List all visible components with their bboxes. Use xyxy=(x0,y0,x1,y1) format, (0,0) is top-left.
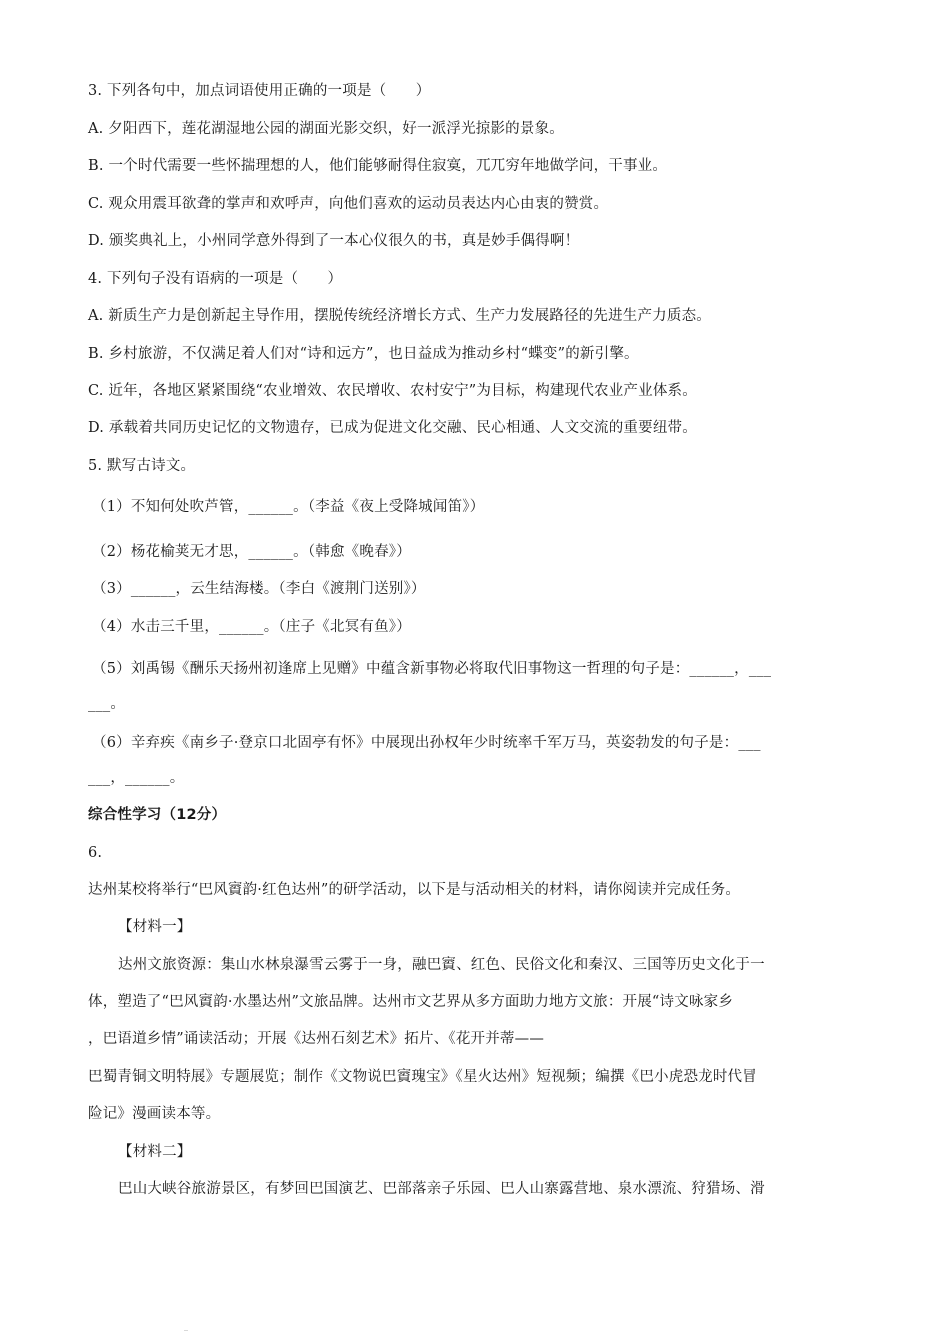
q4-stem: 4. 下列句子没有语病的一项是（ ） xyxy=(88,271,343,287)
q4-option-c: C. 近年，各地区紧紧围绕“农业增效、农民增收、农村安宁”为目标，构建现代农业产业体系。 xyxy=(88,383,697,399)
footer-mark xyxy=(184,1330,188,1331)
q6-intro: 达州某校将举行“巴风賨韵·红色达州”的研学活动，以下是与活动相关的材料，请你阅读并完成任务。 xyxy=(88,882,741,898)
material1-title: 【材料一】 xyxy=(118,919,192,935)
q5-item-4: （4）水击三千里，______。（庄子《北冥有鱼》） xyxy=(92,619,411,635)
q3-option-c: C. 观众用震耳欲聋的掌声和欢呼声，向他们喜欢的运动员表达内心由衷的赞赏。 xyxy=(88,196,609,212)
q3-option-d: D. 颁奖典礼上，小州同学意外得到了一本心仪很久的书，真是妙手偶得啊！ xyxy=(88,233,580,249)
material2-line-1: 巴山大峡谷旅游景区，有梦回巴国演艺、巴部落亲子乐园、巴人山寨露营地、泉水漂流、狩猎场、滑 xyxy=(118,1181,765,1197)
material2-title: 【材料二】 xyxy=(118,1144,192,1160)
q5-stem: 5. 默写古诗文。 xyxy=(88,458,196,474)
q5-item-5: （5）刘禹锡《酬乐天扬州初逢席上见赠》中蕴含新事物必将取代旧事物这一哲理的句子是：______，___ xyxy=(92,661,772,677)
material1-line-5: 险记》漫画读本等。 xyxy=(88,1106,221,1122)
q3-option-b: B. 一个时代需要一些怀揣理想的人，他们能够耐得住寂寞，兀兀穷年地做学问，干事业。 xyxy=(88,158,668,174)
q5-item-6: （6）辛弃疾《南乡子·登京口北固亭有怀》中展现出孙权年少时统率千军万马，英姿勃发的句子是：___ xyxy=(92,735,761,751)
q4-option-d: D. 承载着共同历史记忆的文物遗存，已成为促进文化交融、民心相通、人文交流的重要纽带。 xyxy=(88,420,697,436)
section-heading: 综合性学习（12分） xyxy=(88,807,227,823)
material1-line-1: 达州文旅资源：集山水林泉瀑雪云雾于一身，融巴賨、红色、民俗文化和秦汉、三国等历史文化于一 xyxy=(118,957,765,973)
q5-item-3: （3）______，云生结海楼。（李白《渡荆门送别》） xyxy=(92,581,426,597)
material1-line-3: ，巴语道乡情”诵读活动；开展《达州石刻艺术》拓片、《花开并蒂—— xyxy=(88,1031,545,1047)
material1-line-4: 巴蜀青铜文明特展》专题展览；制作《文物说巴賨瑰宝》《星火达州》短视频；编撰《巴小虎恐龙时代冒 xyxy=(88,1069,757,1085)
q3-stem: 3. 下列各句中，加点词语使用正确的一项是（ ） xyxy=(88,83,431,99)
q5-item-1: （1）不知何处吹芦管，______。（李益《夜上受降城闻笛》） xyxy=(92,499,485,515)
q5-item-6-cont: ___，______。 xyxy=(88,770,185,786)
q3-option-a: A. 夕阳西下，莲花湖湿地公园的湖面光影交织，好一派浮光掠影的景象。 xyxy=(88,121,564,137)
q6-number: 6. xyxy=(88,845,103,861)
q5-item-5-cont: ___。 xyxy=(88,696,126,712)
material1-line-2: 体，塑造了“巴风賨韵·水墨达州”文旅品牌。达州市文艺界从多方面助力地方文旅：开展“诗文咏家乡 xyxy=(88,994,734,1010)
q4-option-b: B. 乡村旅游，不仅满足着人们对“诗和远方”，也日益成为推动乡村“蝶变”的新引擎。 xyxy=(88,346,639,362)
q5-item-2: （2）杨花榆荚无才思，______。（韩愈《晚春》） xyxy=(92,544,411,560)
q4-option-a: A. 新质生产力是创新起主导作用，摆脱传统经济增长方式、生产力发展路径的先进生产力质态。 xyxy=(88,308,711,324)
